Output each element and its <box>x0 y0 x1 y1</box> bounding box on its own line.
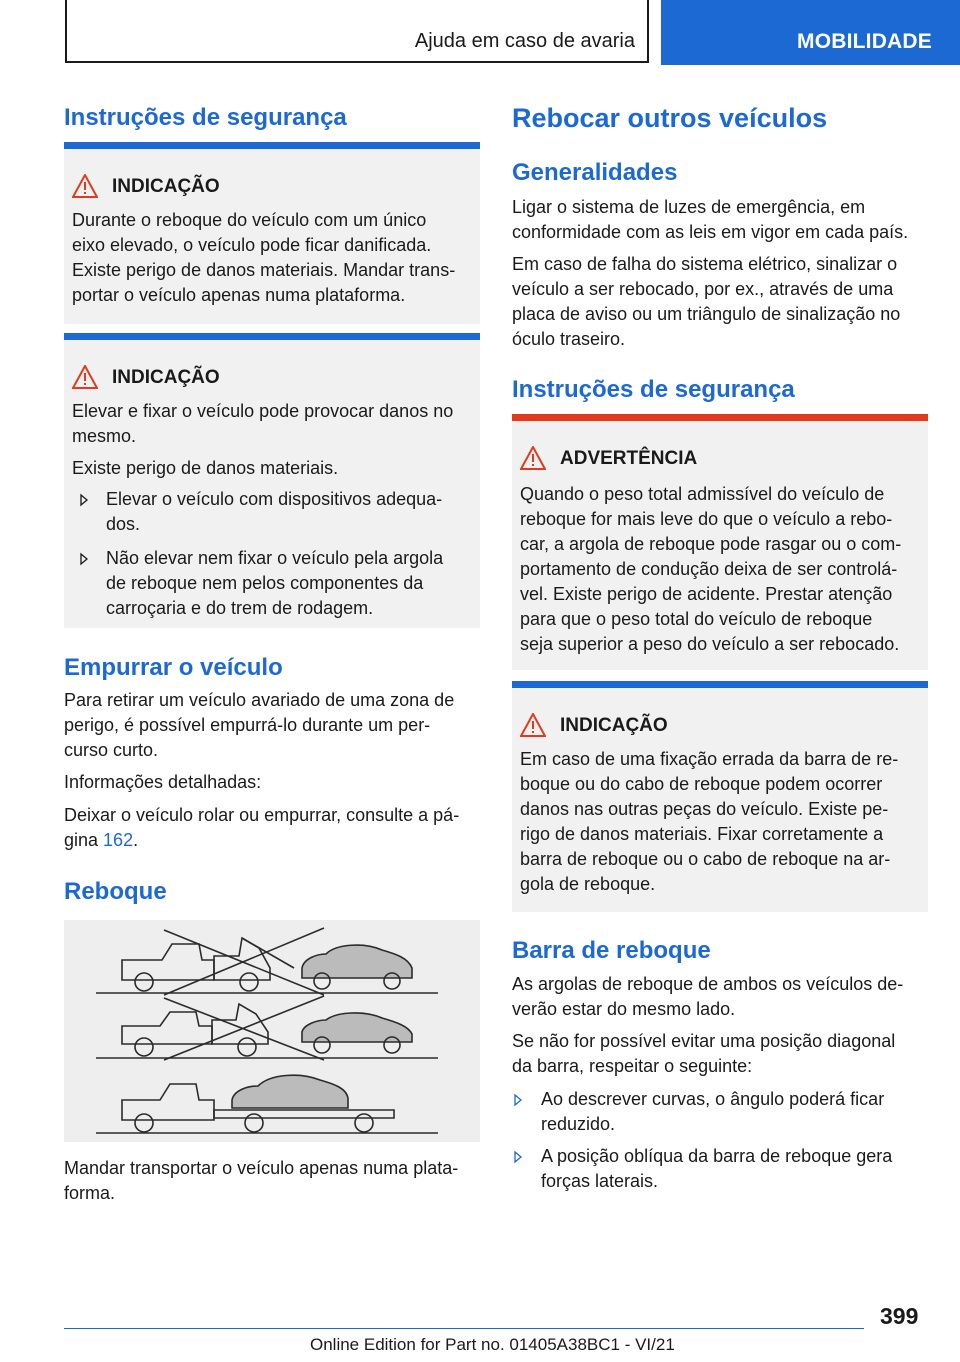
note-line: gola de reboque. <box>520 874 656 894</box>
body-line: Se não for possível evitar uma posição diagonal <box>512 1031 896 1051</box>
chapter-tab-label: MOBILIDADE <box>797 30 932 53</box>
ref-suffix: . <box>133 830 139 850</box>
note-line: Existe perigo de danos materiais. Mandar trans- <box>72 260 456 280</box>
list-item-text <box>541 1087 926 1137</box>
note-line: Durante o reboque do veículo com um único <box>72 210 427 230</box>
heading-general: Generalidades <box>512 159 678 186</box>
note-title: INDICAÇÃO <box>112 176 220 197</box>
body-line: Para retirar um veículo avariado de uma zona de <box>64 690 455 710</box>
list-item-line: Não elevar nem fixar o veículo pela argola <box>106 548 444 568</box>
note-title: INDICAÇÃO <box>112 367 220 388</box>
warning-line: para que o peso total do veículo de reboque <box>520 609 873 629</box>
note-box-1 <box>64 142 480 324</box>
note-header <box>72 365 474 393</box>
footer-divider <box>64 1328 864 1329</box>
list-item-line: de reboque nem pelos componentes da <box>106 573 424 593</box>
list-item-line: forças laterais. <box>541 1171 659 1191</box>
note-line: Em caso de uma fixação errada da barra de re- <box>520 749 899 769</box>
note-line: danos nas outras peças do veículo. Existe pe- <box>520 799 889 819</box>
warning-line: vel. Existe perigo de acidente. Prestar atenção <box>520 584 893 604</box>
header-frame <box>65 0 649 63</box>
note-line: eixo elevado, o veículo pode ficar danificada. <box>72 235 432 255</box>
body-line: placa de aviso ou um triângulo de sinalização no <box>512 304 901 324</box>
warning-line: reboque for mais leve do que o veículo a rebo- <box>520 509 893 529</box>
bullet-triangle-icon <box>72 487 88 512</box>
list-item <box>512 1087 928 1137</box>
note-line: rigo de danos materiais. Fixar corretamente a <box>520 824 884 844</box>
footer-edition: Online Edition for Part no. 01405A38BC1 - VI/21 <box>310 1335 675 1354</box>
warning-line: Quando o peso total admissível do veículo de <box>520 484 885 504</box>
note-line: mesmo. <box>72 426 137 446</box>
caption-line: Mandar transportar o veículo apenas numa plata- <box>64 1158 459 1178</box>
list-item <box>72 546 474 621</box>
heading-push: Empurrar o veículo <box>64 654 283 681</box>
chapter-tab[interactable] <box>661 0 960 65</box>
list-item <box>72 487 474 537</box>
warning-line: car, a argola de reboque pode rasgar ou o com- <box>520 534 902 554</box>
warning-box <box>512 414 928 670</box>
note-line: boque ou do cabo de reboque podem ocorrer <box>520 774 883 794</box>
note-header <box>520 713 922 741</box>
note-line: Elevar e fixar o veículo pode provocar danos no <box>72 401 454 421</box>
list-item-line: Elevar o veículo com dispositivos adequa- <box>106 489 443 509</box>
note-box-3 <box>512 681 928 912</box>
body-line: verão estar do mesmo lado. <box>512 999 736 1019</box>
warning-title: ADVERTÊNCIA <box>560 448 698 469</box>
heading-bar: Barra de reboque <box>512 937 711 964</box>
list-item-line: carroçaria e do trem de rodagem. <box>106 598 374 618</box>
warning-triangle-icon <box>72 174 98 198</box>
list-item-line: A posição oblíqua da barra de reboque gera <box>541 1146 893 1166</box>
warning-triangle-icon <box>520 446 546 470</box>
page-reference <box>64 828 480 853</box>
body-line: Deixar o veículo rolar ou empurrar, consulte a pá- <box>64 805 460 825</box>
ref-prefix: gina <box>64 830 104 850</box>
heading-tow: Reboque <box>64 878 167 905</box>
bullet-triangle-icon <box>512 1144 528 1169</box>
heading-safety-left: Instruções de segurança <box>64 104 347 131</box>
list-item-line: Ao descrever curvas, o ângulo poderá ficar <box>541 1089 885 1109</box>
page-number: 399 <box>880 1303 919 1329</box>
note-line: portar o veículo apenas numa plataforma. <box>72 285 406 305</box>
note-line: Existe perigo de danos materiais. <box>72 458 339 478</box>
towing-illustration <box>64 920 480 1142</box>
details-label: Informações detalhadas: <box>64 772 262 792</box>
caption-line: forma. <box>64 1183 116 1203</box>
bullet-triangle-icon <box>72 546 88 571</box>
body-line: Ligar o sistema de luzes de emergência, em <box>512 197 866 217</box>
note-header <box>72 174 474 202</box>
heading-safety-right: Instruções de segurança <box>512 376 795 403</box>
heading-main: Rebocar outros veículos <box>512 103 828 133</box>
bullet-triangle-icon <box>512 1087 528 1112</box>
body-line: da barra, respeitar o seguinte: <box>512 1056 753 1076</box>
warning-line: seja superior a peso do veículo a ser rebocado. <box>520 634 900 654</box>
warning-line: portamento de condução deixa de ser controlá- <box>520 559 898 579</box>
list-item-text <box>106 546 476 621</box>
body-line: curso curto. <box>64 740 159 760</box>
section-title: Ajuda em caso de avaria <box>414 30 635 52</box>
body-line: Em caso de falha do sistema elétrico, sinalizar o <box>512 254 898 274</box>
list-item-text <box>106 487 476 537</box>
body-line: veículo a ser rebocado, por ex., através de uma <box>512 279 894 299</box>
towing-drawing <box>64 920 480 1142</box>
list-item-line: reduzido. <box>541 1114 616 1134</box>
page-link[interactable]: 162 <box>103 830 134 850</box>
list-item-line: dos. <box>106 514 141 534</box>
warning-triangle-icon <box>520 713 546 737</box>
note-title: INDICAÇÃO <box>560 715 668 736</box>
body-line: As argolas de reboque de ambos os veículos de- <box>512 974 904 994</box>
warning-header <box>520 446 922 474</box>
body-line: perigo, é possível empurrá-lo durante um per- <box>64 715 431 735</box>
list-item-text <box>541 1144 926 1194</box>
body-line: óculo traseiro. <box>512 329 626 349</box>
note-box-2 <box>64 333 480 628</box>
warning-triangle-icon <box>72 365 98 389</box>
note-line: barra de reboque ou o cabo de reboque na ar- <box>520 849 891 869</box>
list-item <box>512 1144 928 1194</box>
body-line: conformidade com as leis em vigor em cada país. <box>512 222 909 242</box>
